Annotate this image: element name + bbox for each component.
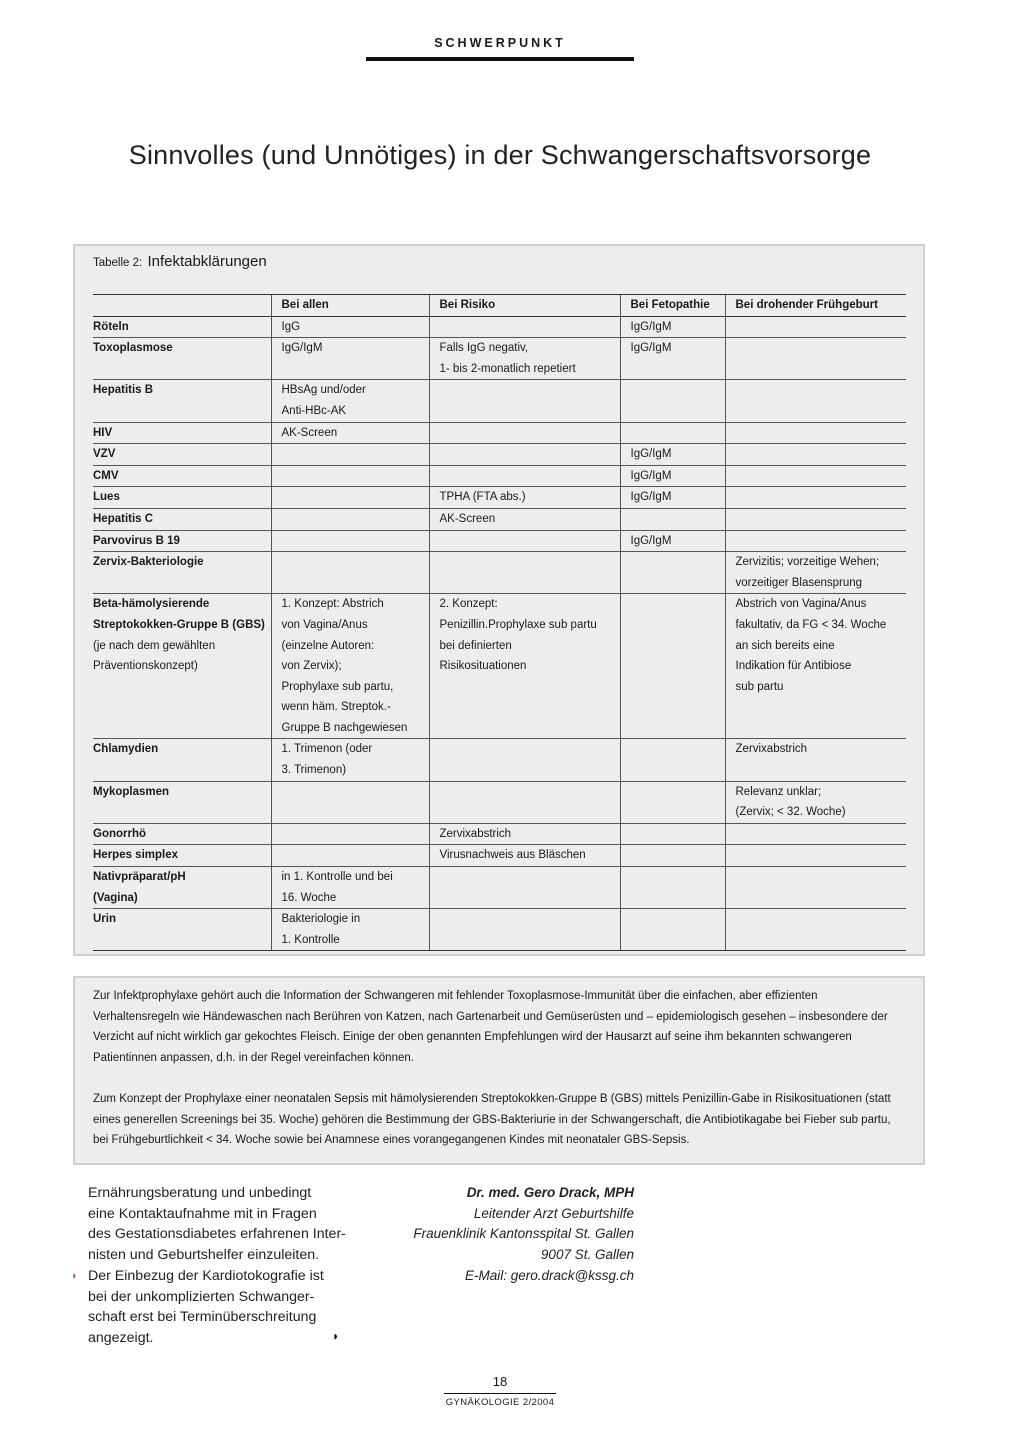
table-cell — [271, 552, 429, 594]
cell-line: AK-Screen — [439, 512, 496, 525]
cell-line: Parvovirus B 19 — [93, 534, 180, 547]
table-cell — [429, 530, 620, 552]
table-column-header: Bei Risiko — [429, 295, 620, 317]
table-cell — [620, 823, 725, 845]
cell-line: fakultativ, da FG < 34. Woche — [735, 618, 887, 631]
table-cell — [620, 508, 725, 530]
cell-line: von Zervix); — [281, 660, 342, 673]
table-cell — [271, 739, 429, 781]
table-caption-title: Infektabklärungen — [147, 253, 267, 270]
table-cell — [620, 552, 725, 594]
cell-line: Zervixabstrich — [439, 827, 512, 840]
table-cell — [725, 444, 906, 466]
table-cell — [429, 845, 620, 867]
body-text-line: nisten und Geburtshelfer einzuleiten. — [88, 1247, 320, 1264]
table-cell — [271, 845, 429, 867]
table-cell — [620, 444, 725, 466]
table-cell — [725, 380, 906, 422]
table-cell — [429, 823, 620, 845]
table-caption-prefix: Tabelle 2: — [93, 257, 143, 269]
row-label-cell — [93, 422, 271, 444]
cell-line: in 1. Kontrolle und bei — [281, 871, 393, 884]
table-cell — [429, 338, 620, 380]
cell-line: Hepatitis B — [93, 384, 154, 397]
infection-table — [93, 294, 906, 951]
cell-line: 1. Trimenon (oder — [281, 743, 373, 756]
cell-line: Chlamydien — [93, 743, 159, 756]
cell-line: Herpes simplex — [93, 849, 179, 862]
table-cell — [725, 487, 906, 509]
page-number: 18 — [492, 1374, 508, 1389]
table-cell — [429, 422, 620, 444]
table-row — [93, 422, 906, 444]
row-label-cell — [93, 444, 271, 466]
table-cell — [620, 845, 725, 867]
table-cell — [620, 465, 725, 487]
table-row — [93, 338, 906, 380]
table-cell — [725, 530, 906, 552]
table-cell — [725, 781, 906, 823]
table-cell — [429, 739, 620, 781]
cell-line: Anti-HBc-AK — [281, 404, 347, 417]
header-rule — [366, 57, 634, 61]
row-label-cell — [93, 594, 271, 739]
body-text-line: Ernährungsberatung und unbedingt — [88, 1185, 312, 1201]
table-cell — [429, 380, 620, 422]
table-caption — [93, 253, 267, 270]
table-cell — [429, 552, 620, 594]
end-of-article-icon: ◗ — [332, 1329, 340, 1343]
table-cell — [429, 487, 620, 509]
table-cell — [725, 338, 906, 380]
table-row — [93, 444, 906, 466]
cell-line: 2. Konzept: — [439, 598, 498, 611]
cell-line: bei definierten — [439, 639, 512, 652]
table-cell — [429, 909, 620, 951]
cell-line: von Vagina/Anus — [281, 618, 368, 631]
cell-line: 3. Trimenon) — [281, 764, 347, 777]
table-cell — [271, 380, 429, 422]
cell-line: Beta-hämolysierende — [93, 598, 210, 611]
table-cell — [620, 867, 725, 909]
note-paragraph-1: Zur Infektprophylaxe gehört auch die Information der Schwangeren mit fehlender Toxoplasmose-Immunität über die einfachen, aber effizienten Verhaltensregeln wie Händewaschen nach Berühren von Katzen, nach Gartenarbeit und Gemüserüsten und – epidemiologisch gesehen – insbesondere der Verzicht auf nicht wirklich gar gekochtes Fleisch. Einige der oben genannten Empfehlungen wird der Hausarzt auf seine ihm bekannten schwangeren Patientinnen anpassen, d.h. in der Regel vereinfachen können. — [93, 990, 888, 1064]
table-cell — [620, 781, 725, 823]
table-row — [93, 530, 906, 552]
table-row — [93, 823, 906, 845]
cell-line: Virusnachweis aus Bläschen — [439, 849, 586, 862]
cell-line: Prophylaxe sub partu, — [281, 680, 394, 693]
row-label-cell — [93, 338, 271, 380]
table-row — [93, 781, 906, 823]
table-row — [93, 316, 906, 338]
row-label-cell — [93, 739, 271, 781]
table-cell — [429, 316, 620, 338]
cell-line: Mykoplasmen — [93, 785, 170, 798]
cell-line: Zervizitis; vorzeitige Wehen; — [735, 556, 880, 569]
row-label-cell — [93, 909, 271, 951]
cell-line: an sich bereits eine — [735, 639, 835, 652]
table-cell — [429, 781, 620, 823]
cell-line: Indikation für Antibiose — [735, 660, 852, 673]
table-cell — [725, 867, 906, 909]
table-row — [93, 465, 906, 487]
table-cell — [271, 530, 429, 552]
cell-line: IgG — [281, 320, 301, 333]
row-label-cell — [93, 465, 271, 487]
bullet-icon: ◗ — [71, 1270, 78, 1282]
row-label-cell — [93, 867, 271, 909]
cell-line: Relevanz unklar; — [735, 785, 822, 798]
table-cell — [620, 594, 725, 739]
cell-line: IgG/IgM — [630, 491, 672, 504]
cell-line: Urin — [93, 913, 116, 926]
cell-line: (einzelne Autoren: — [281, 639, 375, 652]
table-cell — [271, 338, 429, 380]
row-label-cell — [93, 487, 271, 509]
table-cell — [429, 444, 620, 466]
cell-line: CMV — [93, 469, 119, 482]
row-label-cell — [93, 552, 271, 594]
page-title: Sinnvolles (und Unnötiges) in der Schwangerschaftsvorsorge — [128, 140, 872, 170]
cell-line: IgG/IgM — [630, 469, 672, 482]
cell-line: Hepatitis C — [93, 512, 154, 525]
author-institution: Frauenklinik Kantonsspital St. Gallen — [413, 1226, 634, 1242]
row-label-cell — [93, 316, 271, 338]
author-city: 9007 St. Gallen — [540, 1247, 634, 1263]
cell-line: 1- bis 2-monatlich repetiert — [439, 362, 576, 375]
section-rubric: SCHWERPUNKT — [434, 36, 566, 50]
cell-line: 1. Konzept: Abstrich — [281, 598, 384, 611]
cell-line: IgG/IgM — [630, 342, 672, 355]
table-row — [93, 380, 906, 422]
cell-line: Falls IgG negativ, — [439, 342, 529, 355]
table-cell — [620, 909, 725, 951]
table-cell — [620, 380, 725, 422]
note-box — [73, 976, 925, 1165]
table-cell — [725, 823, 906, 845]
cell-line: 1. Kontrolle — [281, 933, 340, 946]
table-cell — [620, 422, 725, 444]
table-column-header: Bei drohender Frühgeburt — [725, 295, 906, 317]
row-label-cell — [93, 845, 271, 867]
table-cell — [271, 444, 429, 466]
cell-line: Abstrich von Vagina/Anus — [735, 598, 867, 611]
table-cell — [429, 867, 620, 909]
row-label-cell — [93, 530, 271, 552]
note-paragraph-2: Zum Konzept der Prophylaxe einer neonatalen Sepsis mit hämolysierenden Streptokokken-Gruppe B (GBS) mittels Penizillin-Gabe in Risikosituationen (statt eines generellen Screenings bei 35. Woche) gehören die Bestimmung der GBS-Bakteriurie in der Schwangerschaft, die Antibiotikagabe bei Fieber sub partu, bei Frühgeburtlichkeit < 34. Woche sowie bei Anamnese eines vorangegangenen Kindes mit neonataler GBS-Sepsis. — [93, 1092, 891, 1147]
cell-line: Penizillin.Prophylaxe sub partu — [439, 618, 597, 631]
table-cell — [725, 909, 906, 951]
table-cell — [271, 867, 429, 909]
table-cell — [725, 552, 906, 594]
cell-line: IgG/IgM — [281, 342, 323, 355]
table-cell — [725, 508, 906, 530]
cell-line: TPHA (FTA abs.) — [439, 491, 526, 504]
author-role: Leitender Arzt Geburtshilfe — [473, 1205, 634, 1221]
table-cell — [271, 508, 429, 530]
cell-note-line: (je nach dem gewählten — [93, 639, 216, 652]
table-cell — [620, 487, 725, 509]
table-cell — [725, 594, 906, 739]
cell-line: VZV — [93, 448, 116, 461]
author-email[interactable]: E-Mail: gero.drack@kssg.ch — [464, 1267, 634, 1283]
table-cell — [271, 823, 429, 845]
cell-line: Gruppe B nachgewiesen — [281, 721, 408, 734]
table-cell — [620, 338, 725, 380]
body-text-line: des Gestationsdiabetes erfahrenen Inter- — [88, 1226, 346, 1243]
table-cell — [725, 316, 906, 338]
author-block — [400, 1183, 634, 1287]
cell-line: IgG/IgM — [630, 448, 672, 461]
cell-line: Zervix-Bakteriologie — [93, 556, 204, 569]
table-row — [93, 845, 906, 867]
cell-line: Röteln — [93, 320, 129, 333]
table-row — [93, 739, 906, 781]
table-cell — [725, 422, 906, 444]
cell-line: HIV — [93, 426, 113, 439]
cell-line: 16. Woche — [281, 891, 337, 904]
body-text — [88, 1183, 348, 1349]
table-row — [93, 594, 906, 739]
table-cell — [271, 594, 429, 739]
table-cell — [725, 739, 906, 781]
table-cell — [271, 422, 429, 444]
table-row — [93, 508, 906, 530]
table-header-row — [93, 295, 906, 317]
cell-line: Bakteriologie in — [281, 913, 361, 926]
table-column-header — [93, 295, 271, 317]
row-label-cell — [93, 823, 271, 845]
table-cell — [429, 594, 620, 739]
table-row — [93, 552, 906, 594]
footer-rule — [444, 1393, 556, 1394]
table-cell — [620, 739, 725, 781]
journal-name: GYNÄKOLOGIE 2/2004 — [445, 1397, 555, 1408]
cell-line: HBsAg und/oder — [281, 384, 366, 397]
author-name: Dr. med. Gero Drack, MPH — [466, 1185, 634, 1200]
body-text-line: Der Einbezug der Kardiotokografie ist — [88, 1267, 324, 1284]
cell-line: Zervixabstrich — [735, 743, 808, 756]
table-row — [93, 867, 906, 909]
body-text-line: eine Kontaktaufnahme mit in Fragen — [88, 1205, 317, 1222]
cell-line: IgG/IgM — [630, 534, 672, 547]
cell-line: Toxoplasmose — [93, 342, 173, 355]
table-cell — [620, 316, 725, 338]
cell-line: Risikosituationen — [439, 660, 527, 673]
cell-note-line: Präventionskonzept) — [93, 660, 198, 673]
table-cell — [271, 465, 429, 487]
cell-line: sub partu — [735, 680, 784, 693]
table-cell — [725, 465, 906, 487]
row-label-cell — [93, 508, 271, 530]
table-cell — [271, 316, 429, 338]
cell-line: (Vagina) — [93, 891, 138, 904]
cell-line: Gonorrhö — [93, 827, 147, 840]
cell-line: (Zervix; < 32. Woche) — [735, 806, 846, 819]
cell-line: AK-Screen — [281, 426, 338, 439]
cell-line: Streptokokken-Gruppe B (GBS) — [93, 618, 265, 631]
body-text-line: angezeigt. — [88, 1329, 154, 1346]
row-label-cell — [93, 781, 271, 823]
table-column-header: Bei Fetopathie — [620, 295, 725, 317]
table-cell — [271, 487, 429, 509]
table-cell — [429, 465, 620, 487]
table-cell — [271, 909, 429, 951]
table-cell — [620, 530, 725, 552]
table-column-header: Bei allen — [271, 295, 429, 317]
cell-line: Nativpräparat/pH — [93, 871, 186, 884]
cell-line: vorzeitiger Blasensprung — [735, 576, 863, 589]
cell-line: Lues — [93, 491, 120, 504]
cell-line: IgG/IgM — [630, 320, 672, 333]
body-text-line: schaft erst bei Terminüberschreitung — [88, 1309, 317, 1326]
cell-line: wenn häm. Streptok.- — [281, 701, 391, 714]
table-cell — [725, 845, 906, 867]
table-cell — [271, 781, 429, 823]
table-row — [93, 909, 906, 951]
row-label-cell — [93, 380, 271, 422]
table-cell — [429, 508, 620, 530]
body-text-line: bei der unkomplizierten Schwanger- — [88, 1288, 315, 1305]
table-row — [93, 487, 906, 509]
